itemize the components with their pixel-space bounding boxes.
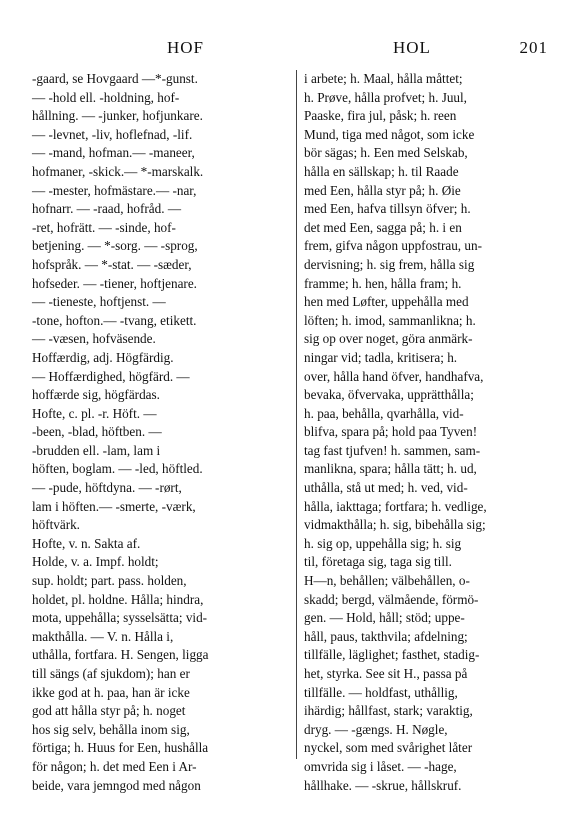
right-column-line: hålla en sällskap; h. til Raade (304, 163, 459, 179)
right-column-line: dryg. — -gængs. H. Nøgle, (304, 721, 448, 737)
right-column-line: sig op over noget, göra anmärk- (304, 331, 473, 347)
left-column-line: förtiga; h. Huus for Een, hushålla (32, 740, 209, 756)
left-column-line: — -pude, höftdyna. — -rørt, (32, 480, 182, 496)
left-column-line: -gaard, se Hovgaard —*-gunst. (32, 71, 198, 86)
right-column-line: tillfälle, läglighet; fasthet, stadig- (304, 647, 480, 663)
page-number: 201 (519, 38, 548, 57)
right-column-line: Mund, tiga med något, som icke (304, 126, 475, 142)
left-column-line: sup. holdt; part. pass. holden, (32, 573, 187, 589)
right-column-line: bör sägas; h. Een med Selskab, (304, 145, 468, 161)
right-column-line: h. paa, behålla, qvarhålla, vid- (304, 405, 464, 421)
left-column-line: — -væsen, hofväsende. (32, 331, 156, 347)
left-column-line: hoffærde sig, högfärdas. (32, 387, 160, 403)
left-column-line: beide, vara jemngod med någon (32, 777, 201, 793)
left-column-line: hofnarr. — -raad, hofråd. — (32, 201, 182, 217)
left-column-line: Hoffærdig, adj. Högfärdig. (32, 349, 174, 365)
left-column (32, 70, 290, 795)
right-column-line: ihärdig; hållfast, stark; varaktig, (304, 703, 473, 719)
right-column-line: tillfälle. — holdfast, uthållig, (304, 684, 458, 700)
left-column-line: höften, boglam. — -led, höftled. (32, 461, 203, 477)
left-column-line: holdet, pl. holdne. Hålla; hindra, (32, 591, 204, 607)
left-column-line: uthålla, fortfara. H. Sengen, ligga (32, 647, 209, 663)
left-column-line: höftvärk. (32, 517, 80, 533)
right-column-line: manlikna, spara; hålla tätt; h. ud, (304, 461, 477, 477)
right-column-line: med Een, hålla styr på; h. Øie (304, 182, 461, 198)
right-column-line: hålla, iakttaga; fortfara; h. vedlige, (304, 498, 487, 514)
right-column-line: skadd; bergd, välmående, förmö- (304, 591, 479, 607)
right-column (304, 70, 556, 795)
left-column-line: -been, -blad, höftben. — (32, 424, 162, 440)
right-column-line: håll, paus, takthvila; afdelning; (304, 628, 468, 644)
left-column-line: -brudden ell. -lam, lam i (32, 442, 161, 458)
left-column-line: hållning. — -junker, hofjunkare. (32, 108, 203, 124)
left-column-line: hofseder. — -tiener, hoftjenare. (32, 275, 197, 291)
right-column-line: uthålla, stå ut med; h. ved, vid- (304, 480, 468, 496)
right-column-line: H—n, behållen; välbehållen, o- (304, 573, 470, 589)
right-column-line: med Een, hafva tillsyn öfver; h. (304, 201, 471, 217)
right-column-line: vidmakthålla; h. sig, bibehålla sig; (304, 517, 486, 533)
right-column-line: ningar vid; tadla, kritisera; h. (304, 349, 458, 365)
left-column-line: för någon; h. det med Een i Ar- (32, 758, 197, 774)
right-column-line: gen. — Hold, håll; stöd; uppe- (304, 610, 465, 626)
left-column-line: — -mester, hofmästare.— -nar, (32, 182, 197, 198)
right-column-line: til, företaga sig, taga sig till. (304, 554, 452, 570)
left-column-line: Hofte, v. n. Sakta af. (32, 535, 141, 551)
right-column-line: hållhake. — -skrue, hållskruf. (304, 777, 462, 793)
right-column-line: Paaske, fira jul, påsk; h. reen (304, 108, 457, 124)
left-column-line: Holde, v. a. Impf. holdt; (32, 554, 159, 570)
right-column-line: het, styrka. See sit H., passa på (304, 666, 468, 681)
right-column-line: i arbete; h. Maal, hålla måttet; (304, 71, 463, 86)
right-column-line: omvrida sig i låset. — -hage, (304, 758, 457, 774)
left-column-line: till sängs (af sjukdom); han er (32, 666, 190, 681)
right-column-line: over, hålla hand öfver, handhafva, (304, 368, 484, 384)
left-column-line: hofmaner, -skick.— *-marskalk. (32, 163, 204, 179)
right-column-line: dervisning; h. sig frem, hålla sig (304, 256, 475, 272)
right-column-line: det med Een, sagga på; h. i en (304, 219, 462, 235)
right-column-line: blifva, spara på; hold paa Tyven! (304, 424, 478, 440)
right-column-line: löften; h. imod, sammanlikna; h. (304, 312, 476, 328)
left-column-line: hofspråk. — *-stat. — -sæder, (32, 256, 192, 272)
right-column-line: tag fast tjufven! h. sammen, sam- (304, 442, 481, 458)
right-column-line: framme; h. hen, hålla fram; h. (304, 275, 462, 291)
left-column-line: — -levnet, -liv, hoflefnad, -lif. (32, 126, 193, 142)
left-column-line: -ret, hofrätt. — -sinde, hof- (32, 219, 176, 235)
right-column-line: frem, gifva någon uppfostrau, un- (304, 238, 482, 254)
left-column-line: — -mand, hofman.— -maneer, (32, 145, 195, 161)
left-column-line: betjening. — *-sorg. — -sprog, (32, 238, 198, 254)
left-column-line: mota, uppehålla; sysselsätta; vid- (32, 610, 208, 626)
left-column-line: — Hoffærdighed, högfärd. — (32, 368, 190, 384)
left-column-line: — -hold ell. -holdning, hof- (32, 89, 180, 105)
right-column-line: hen med Løfter, uppehålla med (304, 294, 469, 310)
right-column-line: h. Prøve, hålla profvet; h. Juul, (304, 89, 467, 105)
left-column-line: ikke god at h. paa, han är icke (32, 684, 190, 700)
right-column-line: bevaka, öfvervaka, upprätthålla; (304, 387, 474, 403)
left-column-line: lam i höften.— -smerte, -værk, (32, 498, 196, 514)
left-column-line: -tone, hofton.— -tvang, etikett. (32, 312, 197, 328)
left-column-line: makthålla. — V. n. Hålla i, (32, 628, 174, 644)
left-column-line: Hofte, c. pl. -r. Höft. — (32, 405, 157, 421)
left-column-line: hos sig selv, behålla inom sig, (32, 721, 190, 737)
right-column-line: nyckel, som med svårighet låter (304, 740, 473, 756)
header-right-word: HOL (393, 38, 431, 57)
left-column-line: — -tieneste, hoftjenst. — (32, 294, 166, 310)
left-column-line: god att hålla styr på; h. noget (32, 703, 186, 719)
right-column-line: h. sig op, uppehålla sig; h. sig (304, 535, 462, 551)
header-left-word: HOF (167, 38, 205, 57)
column-divider (296, 70, 297, 759)
page-header (30, 38, 548, 64)
